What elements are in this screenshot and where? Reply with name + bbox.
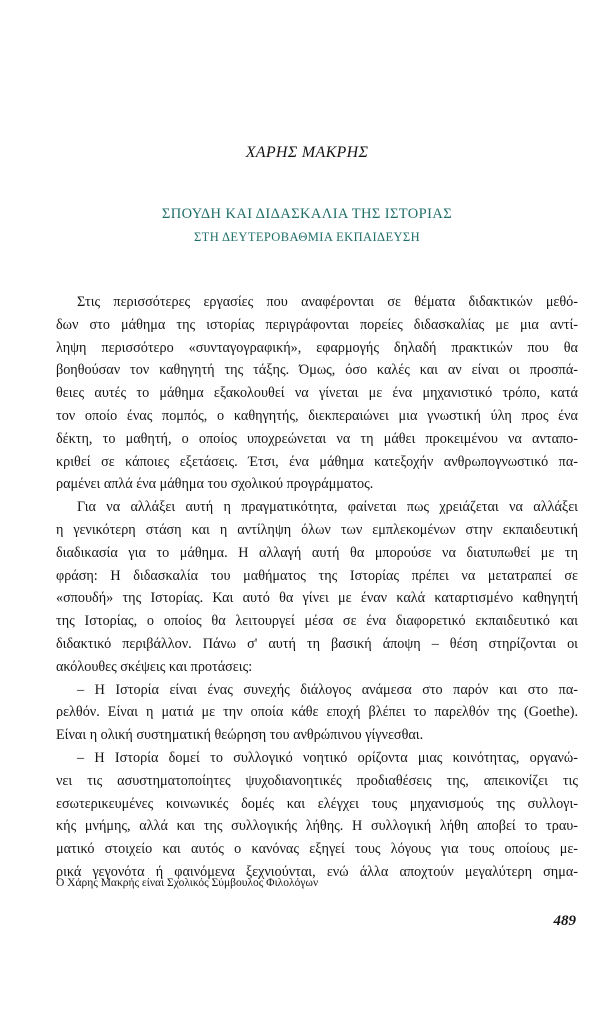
article-body [56, 291, 578, 884]
text-line: ραμένει απλά ένα μάθημα του σχολικού προγράμματος. [56, 476, 374, 493]
text-line: Είναι η ολική συστηματική θεώρηση του ανθρώπινου γίγνεσθαι. [56, 727, 424, 744]
text-line: εσωτερικευμένες κοινωνικές δομές και ελέγχει τους μηχανισμούς της συλλογι- [56, 795, 578, 812]
text-line: ματικό στοιχείο και αυτός ο κανόνας εξηγεί τους λόγους για τους οποίους με- [56, 841, 578, 858]
text-line: διαδικασία για το μάθημα. Η αλλαγή αυτή θα μπορούσε να διατυπωθεί με τη [56, 544, 578, 561]
page-number: 489 [553, 913, 576, 929]
author-footnote: Ο Χάρης Μακρής είναι Σχολικός Σύμβουλος Φιλολόγων [56, 877, 319, 889]
text-line: διδακτικό περιβάλλον. Πάνω σ' αυτή τη βασική άποψη – θέση στηρίζονται οι [56, 635, 578, 652]
text-line: – Η Ιστορία δομεί το συλλογικό νοητικό ορίζοντα μιας κοινότητας, οργανώ- [77, 749, 578, 766]
text-line: ρικά γεγονότα ή φαινόμενα ξεχνιούνται, ενώ άλλα αποχτούν μεγαλύτερη σημα- [56, 863, 578, 880]
article-title: ΣΠΟΥΔΗ ΚΑΙ ΔΙΔΑΣΚΑΛΙΑ ΤΗΣ ΙΣΤΟΡΙΑΣ [161, 206, 453, 222]
text-line: κής μνήμης, αλλά και της συλλογικής λήθης. Η συλλογική λήθη αποβεί το τραυ- [56, 818, 578, 835]
article-subtitle: ΣΤΗ ΔΕΥΤΕΡΟΒΑΘΜΙΑ ΕΚΠΑΙΔΕΥΣΗ [193, 230, 421, 244]
text-line: δέκτη, το μαθητή, ο οποίος υποχρεώνεται να τη μάθει προκειμένου να ανταπο- [56, 430, 578, 447]
text-line: της Ιστορίας, ο οποίος θα λειτουργεί μέσα σε ένα διαφορετικό εκπαιδευτικό και [56, 613, 578, 630]
text-line: φράση: Η διδασκαλία του μαθήματος της Ιστορίας πρέπει να μετατραπεί σε [56, 567, 578, 584]
text-line: ρελθόν. Είναι η ματιά με την οποία κάθε εποχή βλέπει το παρελθόν της (Goethe). [56, 704, 578, 721]
text-line: βοηθούσαν τον καθηγητή της τάξης. Όμως, όσο καλές και αν είναι οι προσπά- [56, 362, 578, 379]
text-line: νει τις ασυστηματοποίητες ψυχοδιανοητικές προδιαθέσεις της, απεικονίζει τις [56, 772, 578, 789]
text-line: – Η Ιστορία είναι ένας συνεχής διάλογος ανάμεσα στο παρόν και στο πα- [77, 681, 578, 698]
text-line: θειες αυτές το μάθημα εξακολουθεί να γίνεται με ένα μηχανιστικό τρόπο, κατά [56, 385, 578, 402]
text-line: η γενικότερη στάση και η αντίληψη όλων των εμπλεκομένων στην εκπαιδευτική [56, 521, 578, 538]
text-line: ακόλουθες σκέψεις και προτάσεις: [56, 658, 253, 675]
text-line: τον οποίο ένας πομπός, ο καθηγητής, διεκπεραιώνει μια γνωστική ύλη προς ένα [56, 407, 578, 424]
text-line: Στις περισσότερες εργασίες που αναφέρονται σε θέματα διδακτικών μεθό- [77, 294, 578, 310]
text-line: δων στο μάθημα της ιστορίας περιγράφονται πορείες διδασκαλίας με μια αντί- [56, 316, 578, 333]
text-line: κριθεί σε κάποιες εξετάσεις. Έτσι, ένα μάθημα κατεξοχήν ανθρωπογνωστικό πα- [56, 453, 578, 470]
text-line: ληψη περισσότερο «συνταγογραφική», εφαρμογής δηλαδή πρακτικών που θα [56, 339, 578, 356]
author-name: ΧΑΡΗΣ ΜΑΚΡΗΣ [245, 144, 369, 161]
text-line: Για να αλλάξει αυτή η πραγματικότητα, φαίνεται πως χρειάζεται να αλλάξει [77, 499, 578, 516]
text-line: «σπουδή» της Ιστορίας. Και αυτό θα γίνει με έναν καλά καταρτισμένο καθηγητή [56, 590, 578, 607]
